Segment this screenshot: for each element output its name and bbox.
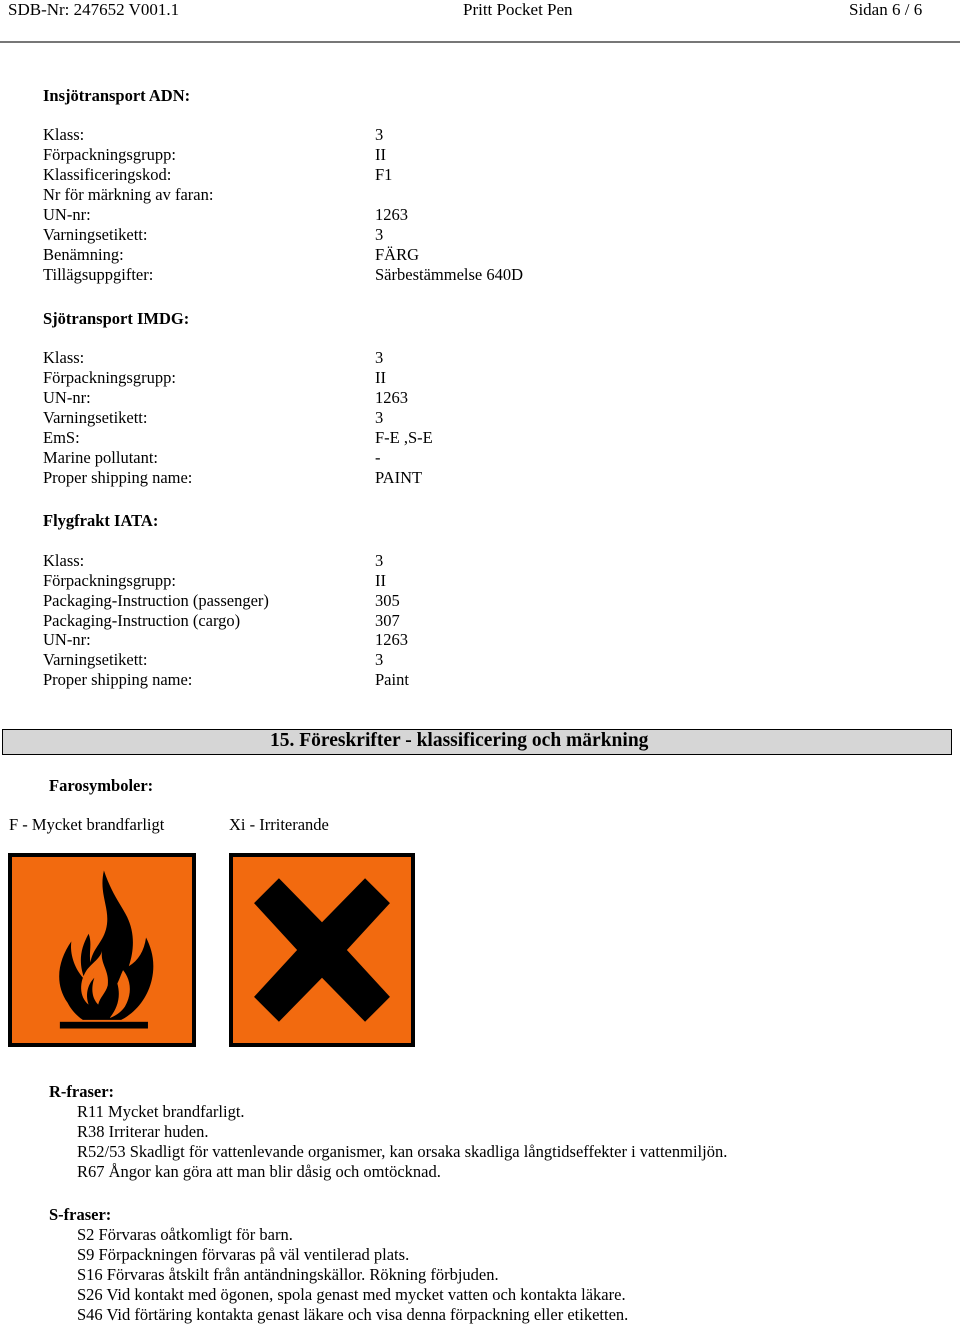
s-phrase: S9 Förpackningen förvaras på väl ventilerad plats. bbox=[77, 1245, 410, 1264]
imdg-value: II bbox=[375, 368, 386, 387]
r-phrase: R38 Irriterar huden. bbox=[77, 1122, 209, 1141]
adn-value: II bbox=[375, 145, 386, 164]
r-phrase: R52/53 Skadligt för vattenlevande organismer, kan orsaka skadliga långtidseffekter i vattenmiljön. bbox=[77, 1142, 728, 1161]
iata-value: 3 bbox=[375, 650, 384, 669]
r-phrases-title: R-fraser: bbox=[49, 1082, 115, 1101]
s-phrase: S16 Förvaras åtskilt från antändningskällor. Rökning förbjuden. bbox=[77, 1265, 499, 1284]
adn-value: 3 bbox=[375, 125, 384, 144]
iata-title: Flygfrakt IATA: bbox=[43, 511, 159, 530]
adn-title: Insjötransport ADN: bbox=[43, 86, 191, 105]
imdg-value: - bbox=[375, 448, 381, 467]
adn-label: Klass: bbox=[43, 125, 85, 144]
header-divider bbox=[0, 41, 960, 43]
imdg-label: Varningsetikett: bbox=[43, 408, 148, 427]
adn-label: Tillägsuppgifter: bbox=[43, 265, 154, 284]
s-phrase: S46 Vid förtäring kontakta genast läkare och visa denna förpackning eller etiketten. bbox=[77, 1305, 629, 1324]
adn-label: Benämning: bbox=[43, 245, 124, 264]
product-name: Pritt Pocket Pen bbox=[463, 0, 573, 19]
imdg-title: Sjötransport IMDG: bbox=[43, 309, 190, 328]
symbol-caption-f: F - Mycket brandfarligt bbox=[9, 815, 165, 834]
adn-label: UN-nr: bbox=[43, 205, 91, 224]
iata-value: II bbox=[375, 571, 386, 590]
imdg-label: UN-nr: bbox=[43, 388, 91, 407]
iata-value: 307 bbox=[375, 611, 400, 630]
irritant-symbol bbox=[229, 853, 415, 1047]
adn-value: Särbestämmelse 640D bbox=[375, 265, 524, 284]
iata-label: Varningsetikett: bbox=[43, 650, 148, 669]
imdg-label: Proper shipping name: bbox=[43, 468, 193, 487]
imdg-value: PAINT bbox=[375, 468, 423, 487]
cross-icon bbox=[233, 857, 411, 1043]
page-number: Sidan 6 / 6 bbox=[849, 0, 923, 19]
iata-label: Klass: bbox=[43, 551, 85, 570]
iata-label: Packaging-Instruction (passenger) bbox=[43, 591, 269, 610]
r-phrase: R67 Ångor kan göra att man blir dåsig och omtöcknad. bbox=[77, 1162, 441, 1181]
iata-value: 3 bbox=[375, 551, 384, 570]
flame-icon bbox=[12, 857, 192, 1043]
iata-label: Förpackningsgrupp: bbox=[43, 571, 176, 590]
adn-label: Nr för märkning av faran: bbox=[43, 185, 214, 204]
sdb-number: SDB-Nr: 247652 V001.1 bbox=[8, 0, 180, 19]
imdg-label: Marine pollutant: bbox=[43, 448, 159, 467]
adn-value: F1 bbox=[375, 165, 393, 184]
imdg-value: 1263 bbox=[375, 388, 408, 407]
r-phrase: R11 Mycket brandfarligt. bbox=[77, 1102, 245, 1121]
adn-label: Förpackningsgrupp: bbox=[43, 145, 176, 164]
s-phrase: S2 Förvaras oåtkomligt för barn. bbox=[77, 1225, 293, 1244]
iata-value: 305 bbox=[375, 591, 400, 610]
adn-label: Klassificeringskod: bbox=[43, 165, 172, 184]
flammable-symbol bbox=[8, 853, 196, 1047]
farosymboler-label: Farosymboler: bbox=[49, 776, 154, 795]
adn-value: FÄRG bbox=[375, 245, 420, 264]
s-phrases-title: S-fraser: bbox=[49, 1205, 112, 1224]
s-phrase: S26 Vid kontakt med ögonen, spola genast med mycket vatten och kontakta läkare. bbox=[77, 1285, 626, 1304]
iata-label: UN-nr: bbox=[43, 630, 91, 649]
iata-label: Proper shipping name: bbox=[43, 670, 193, 689]
adn-label: Varningsetikett: bbox=[43, 225, 148, 244]
symbol-caption-xi: Xi - Irriterande bbox=[229, 815, 329, 834]
imdg-label: EmS: bbox=[43, 428, 80, 447]
imdg-label: Förpackningsgrupp: bbox=[43, 368, 176, 387]
imdg-value: 3 bbox=[375, 348, 384, 367]
iata-value: 1263 bbox=[375, 630, 408, 649]
adn-value: 3 bbox=[375, 225, 384, 244]
section-15-title: 15. Föreskrifter - klassificering och märkning bbox=[270, 730, 649, 751]
iata-label: Packaging-Instruction (cargo) bbox=[43, 611, 241, 630]
iata-value: Paint bbox=[375, 670, 409, 689]
imdg-label: Klass: bbox=[43, 348, 85, 367]
adn-value: 1263 bbox=[375, 205, 408, 224]
imdg-value: 3 bbox=[375, 408, 384, 427]
imdg-value: F-E ,S-E bbox=[375, 428, 433, 447]
